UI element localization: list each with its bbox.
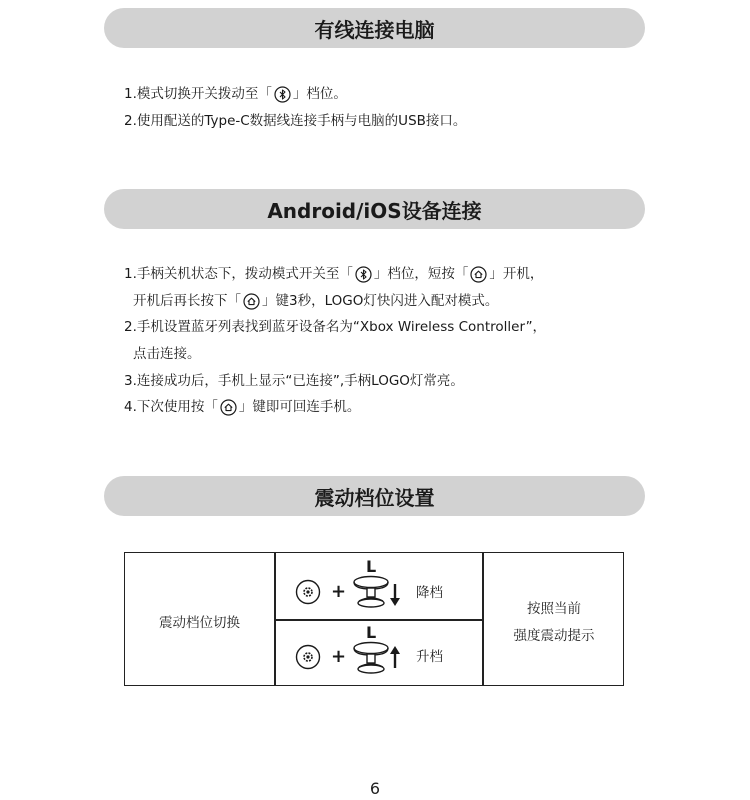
section-title: 震动档位设置 <box>314 485 435 510</box>
page-number: 6 <box>369 779 381 798</box>
vibration-function-label: 震动档位切换 <box>159 615 240 631</box>
plus-sign: + <box>331 646 347 667</box>
wired-instructions <box>124 81 466 134</box>
table-row <box>275 621 482 685</box>
android-ios-instructions <box>124 261 546 421</box>
home-icon <box>220 399 237 416</box>
vibration-hint-line-2: 强度震动提示 <box>513 628 595 644</box>
instruction-line: 1.模式切换开关拨动至「 」档位。 <box>124 86 347 102</box>
section-banner-wired <box>104 8 645 48</box>
stick-label: L <box>366 557 377 576</box>
section-banner-vibration <box>104 476 645 516</box>
arrow-up-icon <box>389 645 401 669</box>
arrow-down-icon <box>389 583 401 607</box>
section-banner-android-ios <box>104 189 645 229</box>
thumbstick-icon <box>351 575 391 611</box>
home-icon <box>470 266 487 283</box>
thumbstick-icon <box>351 641 391 677</box>
table-row <box>275 553 482 619</box>
instruction-line: 1.手柄关机状态下，拨动模式开关至「 」档位，短按「 」开机， <box>124 266 544 282</box>
action-label: 升档 <box>416 649 443 665</box>
gear-icon <box>295 644 321 670</box>
instruction-line: 4.下次使用按「 」键即可回连手机。 <box>124 399 361 416</box>
action-label: 降档 <box>416 585 443 601</box>
bluetooth-icon <box>355 266 372 283</box>
vibration-hint-line-1: 按照当前 <box>527 601 581 617</box>
home-icon <box>243 293 260 310</box>
section-title: 有线连接电脑 <box>314 17 435 42</box>
instruction-line: 3.连接成功后，手机上显示“已连接”,手柄LOGO灯常亮。 <box>124 372 464 389</box>
instruction-line: 点击连接。 <box>133 346 201 363</box>
vibration-table <box>124 552 624 686</box>
instruction-line: 2.使用配送的Type-C数据线连接手柄与电脑的USB接口。 <box>124 112 467 129</box>
section-title: Android/iOS设备连接 <box>267 198 482 223</box>
gear-icon <box>295 579 321 605</box>
bluetooth-icon <box>274 86 291 103</box>
instruction-line: 开机后再长按下「 」键3秒，LOGO灯快闪进入配对模式。 <box>133 292 499 309</box>
instruction-line: 2.手机设置蓝牙列表找到蓝牙设备名为“Xbox Wireless Controller”， <box>124 319 547 336</box>
stick-label: L <box>366 623 377 642</box>
plus-sign: + <box>331 581 347 602</box>
